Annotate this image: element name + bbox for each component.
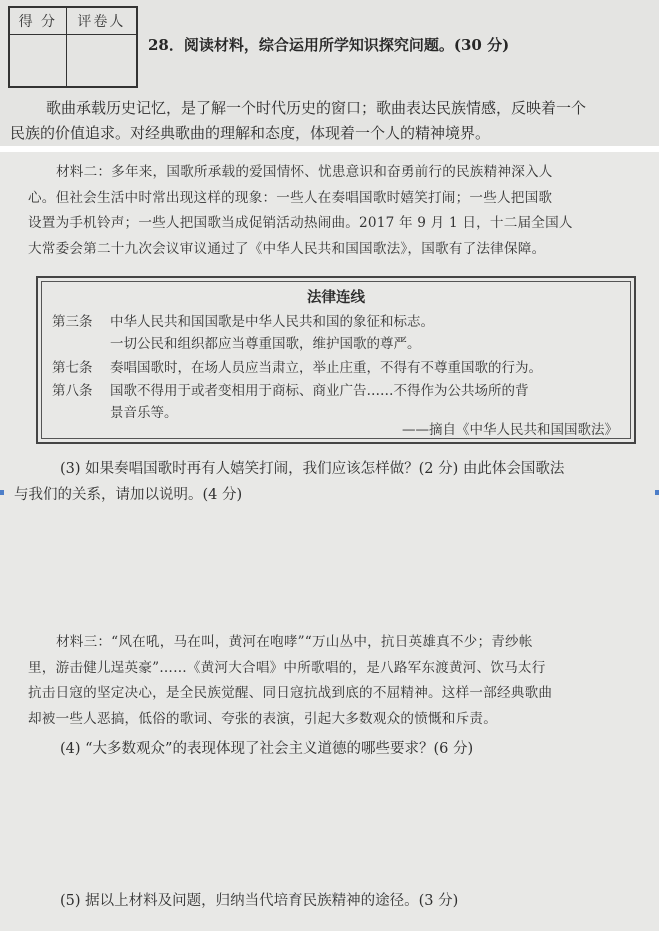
- law-article: [52, 356, 542, 376]
- exam-sheet-top: [0, 0, 659, 146]
- law-box-inner: [41, 281, 631, 439]
- left-edge-marker: [0, 490, 4, 495]
- law-link-box: [36, 276, 636, 444]
- law-article-label: 第七条: [52, 360, 93, 376]
- material-3-line: 抗击日寇的坚定决心，是全民族觉醒、同日寇抗战到底的不屈精神。这样一部经典歌曲: [28, 685, 553, 701]
- exam-sheet-bottom: [0, 152, 659, 931]
- material-2-line: 心。但社会生活中时常出现这样的现象：一些人在奏唱国歌时嬉笑打闹；一些人把国歌: [28, 189, 553, 206]
- material-3-line: 里，游击健儿逞英豪”……《黄河大合唱》中所歌唱的，是八路军东渡黄河、饮马太行: [28, 659, 546, 676]
- law-article-text: 景音乐等。: [110, 405, 178, 421]
- law-article: [52, 401, 178, 421]
- law-article: [52, 332, 421, 352]
- material-2: [28, 160, 640, 262]
- material-2-line: 材料二：多年来，国歌所承载的爱国情怀、忧患意识和奋勇前行的民族精神深入人: [56, 164, 553, 180]
- law-article: [52, 310, 434, 330]
- intro-line-1: 歌曲承载历史记忆，是了解一个时代历史的窗口；歌曲表达民族情感，反映着一个: [46, 99, 587, 117]
- law-box-title: 法律连线: [307, 289, 365, 306]
- question-4: (4) “大多数观众”的表现体现了社会主义道德的哪些要求？(6 分): [60, 741, 474, 757]
- law-article-label: 第八条: [52, 383, 93, 399]
- material-3: [28, 630, 640, 732]
- intro-paragraph: [10, 96, 650, 146]
- material-3-line: 却被一些人恶搞，低俗的歌词、夸张的表演，引起大多数观众的愤慨和斥责。: [28, 710, 497, 727]
- score-table: [8, 6, 138, 88]
- score-label: 得 分: [9, 7, 66, 35]
- question-title: 28．阅读材料，综合运用所学知识探究问题。(30 分): [148, 36, 510, 54]
- material-2-line: 设置为手机铃声；一些人把国歌当成促销活动热闹曲。2017 年 9 月 1 日，十二届全国人: [28, 215, 573, 231]
- material-2-line: 大常委会第二十九次会议审议通过了《中华人民共和国国歌法》，国歌有了法律保障。: [28, 240, 546, 257]
- question-3-line-1: (3) 如果奏唱国歌时再有人嬉笑打闹，我们应该怎样做？(2 分) 由此体会国歌法: [60, 461, 565, 477]
- law-source: ——摘自《中华人民共和国国歌法》: [402, 422, 618, 438]
- score-cell[interactable]: [9, 35, 66, 88]
- material-3-line: 材料三：“风在吼，马在叫，黄河在咆哮”“万山丛中，抗日英雄真不少；青纱帐: [56, 634, 533, 650]
- grader-label: 评卷人: [66, 7, 137, 35]
- law-article-text: 奏唱国歌时，在场人员应当肃立，举止庄重，不得有不尊重国歌的行为。: [110, 360, 542, 376]
- law-article-label: 第三条: [52, 314, 93, 330]
- grader-cell[interactable]: [66, 35, 137, 88]
- right-edge-marker: [655, 490, 659, 495]
- law-article-text: 一切公民和组织都应当尊重国歌，维护国歌的尊严。: [110, 336, 421, 352]
- law-article-text: 国歌不得用于或者变相用于商标、商业广告……不得作为公共场所的背: [110, 383, 529, 399]
- law-article-text: 中华人民共和国国歌是中华人民共和国的象征和标志。: [110, 314, 434, 330]
- law-article: [52, 379, 529, 399]
- intro-line-2: 民族的价值追求。对经典歌曲的理解和态度，体现着一个人的精神境界。: [10, 124, 491, 142]
- question-5: (5) 据以上材料及问题，归纳当代培育民族精神的途径。(3 分): [60, 893, 459, 909]
- question-3-line-2: 与我们的关系，请加以说明。(4 分): [14, 487, 243, 503]
